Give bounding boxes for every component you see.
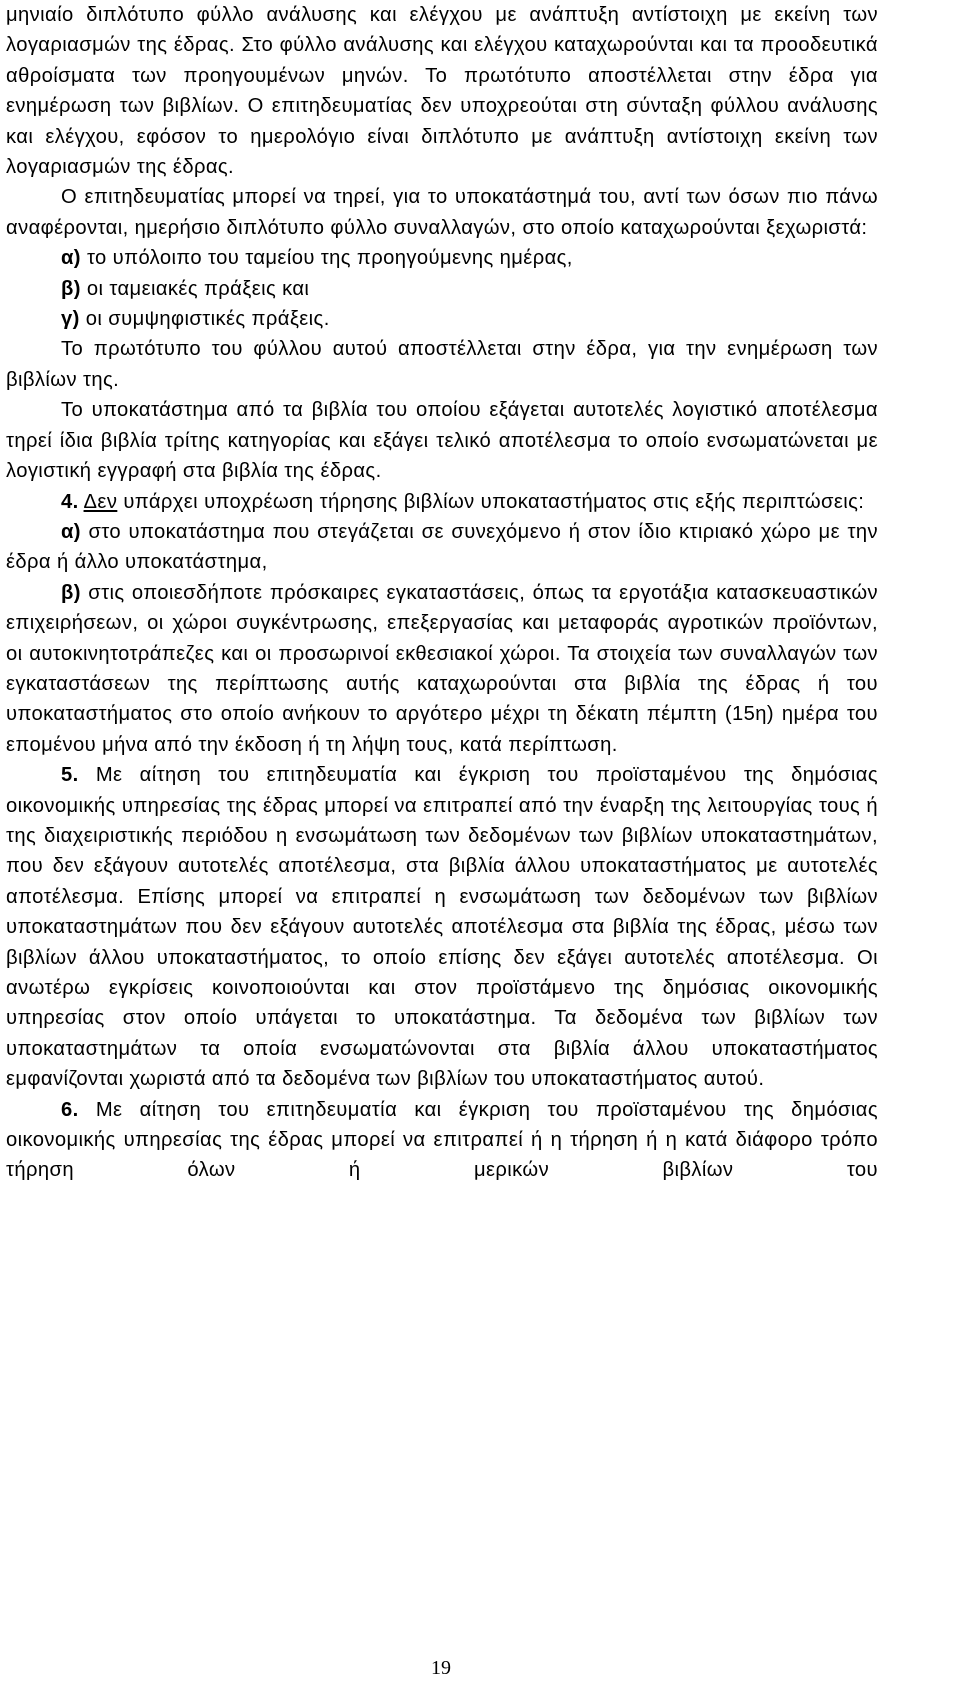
section-4-item-b-marker: β) (61, 581, 81, 604)
section-4-number: 4. (61, 490, 79, 513)
list-item-a-marker: α) (61, 247, 81, 270)
section-4-item-b-text: στις οποιεσδήποτε πρόσκαιρες εγκαταστάσεις, όπως τα εργοτάξια κατασκευαστικών επιχειρήσεων, οι χώροι συγκέντρωσης, επεξεργασίας και μεταφοράς αγροτικών προϊόντων, οι αυτοκινητοτράπεζες και οι προσωρινοί εκθεσιακοί χώροι. Τα στοιχεία των συναλλαγών των εγκαταστάσεων της περίπτωσης αυτής καταχωρούνται στα βιβλία της έδρας ή του υποκαταστήματος στο οποίο ανήκουν το αργότερο μέχρι τη δέκατη πέμπτη (15η) ημέρα του επομένου μήνα από την έκδοση ή τη λήψη τους, κατά περίπτωση. (6, 581, 878, 756)
list-item-c-marker: γ) (61, 308, 80, 331)
document-page (6, 0, 878, 1186)
section-4-lead: Δεν (83, 490, 118, 513)
section-4-item-a (6, 517, 878, 578)
list-item-a-text: το υπόλοιπο του ταμείου της προηγούμενης ημέρας, (80, 247, 573, 270)
intro-text: μηνιαίο διπλότυπο φύλλο ανάλυσης και ελέγχου με ανάπτυξη αντίστοιχη με εκείνη των λογαριασμών της έδρας. Στο φύλλο ανάλυσης και ελέγχου καταχωρούνται και τα προοδευτικά αθροίσματα των προηγουμένων μηνών. Το πρωτότυπο αποστέλλεται στην έδρα για ενημέρωση των βιβλίων. Ο επιτηδευματίας δεν υποχρεούται στη σύνταξη φύλλου ανάλυσης και ελέγχου, εφόσον το ημερολόγιο είναι διπλότυπο με ανάπτυξη αντίστοιχη εκείνη των λογαριασμών της έδρας. (6, 4, 878, 179)
section-5-paragraph (6, 760, 878, 1094)
original-paragraph (6, 334, 878, 395)
section-4-paragraph (6, 487, 878, 517)
daily-sheet-paragraph (6, 182, 878, 243)
list-item-b-marker: β) (61, 277, 81, 300)
section-6-paragraph (6, 1095, 878, 1186)
branch-result-paragraph (6, 395, 878, 486)
section-4-item-a-text: στο υποκατάστημα που στεγάζεται σε συνεχόμενο ή στον ίδιο κτιριακό χώρο με την έδρα ή άλλο υποκατάστημα, (6, 520, 878, 574)
section-4-text: υπάρχει υποχρέωση τήρησης βιβλίων υποκαταστήματος στις εξής περιπτώσεις: (117, 490, 865, 513)
list-item-b-text: οι ταμειακές πράξεις και (80, 277, 310, 300)
list-item-c-text: οι συμψηφιστικές πράξεις. (79, 308, 330, 331)
daily-sheet-text: Ο επιτηδευματίας μπορεί να τηρεί, για το υποκατάστημά του, αντί των όσων πιο πάνω αναφέρονται, ημερήσιο διπλότυπο φύλλο συναλλαγών, στο οποίο καταχωρούνται ξεχωριστά: (6, 186, 878, 239)
page-number: 19 (431, 1657, 451, 1679)
section-4-item-a-marker: α) (61, 520, 81, 543)
section-5-text: Με αίτηση του επιτηδευματία και έγκριση του προϊσταμένου της δημόσιας οικονομικής υπηρεσίας της έδρας μπορεί να επιτραπεί από την έναρξη της λειτουργίας τους ή της διαχειριστικής περιόδου η ενσωμάτωση των δεδομένων των βιβλίων υποκαταστημάτων, που δεν εξάγουν αυτοτελές αποτέλεσμα, στα βιβλία άλλου υποκαταστήματος με αυτοτελές αποτέλεσμα. Επίσης μπορεί να επιτραπεί η ενσωμάτωση των δεδομένων των βιβλίων υποκαταστημάτων που δεν εξάγουν αυτοτελές αποτέλεσμα στα βιβλία της έδρας, μέσω των βιβλίων άλλου υποκαταστήματος, το οποίο επίσης δεν εξάγει αυτοτελές αποτέλεσμα. Οι ανωτέρω εγκρίσεις κοινοποιούνται και στον προϊστάμενο της δημόσιας οικονομικής υπηρεσίας στον οποίο υπάγεται το υποκατάστημα. Τα δεδομένα των βιβλίων των υποκαταστημάτων τα οποία ενσωματώνονται στα βιβλία άλλου υποκαταστήματος εμφανίζονται χωριστά από τα δεδομένα των βιβλίων του υποκαταστήματος αυτού. (6, 764, 878, 1091)
branch-result-text: Το υποκατάστημα από τα βιβλία του οποίου εξάγεται αυτοτελές λογιστικό αποτέλεσμα τηρεί ίδια βιβλία τρίτης κατηγορίας και εξάγει τελικό αποτέλεσμα το οποίο ενσωματώνεται με λογιστική εγγραφή στα βιβλία της έδρας. (6, 399, 878, 483)
list-item-c (6, 304, 878, 334)
section-6-text: Με αίτηση του επιτηδευματία και έγκριση του προϊσταμένου της δημόσιας οικονομικής υπηρεσίας της έδρας μπορεί να επιτραπεί ή η τήρηση ή η κατά διάφορο τρόπο τήρηση όλων ή μερικών βιβλίων του (6, 1098, 878, 1182)
intro-paragraph (6, 0, 878, 182)
section-4-item-b (6, 578, 878, 760)
list-item-a (6, 243, 878, 273)
original-text: Το πρωτότυπο του φύλλου αυτού αποστέλλεται στην έδρα, για την ενημέρωση των βιβλίων της. (6, 338, 878, 391)
list-item-b (6, 274, 878, 304)
section-5-number: 5. (61, 764, 79, 787)
section-6-number: 6. (61, 1098, 79, 1121)
